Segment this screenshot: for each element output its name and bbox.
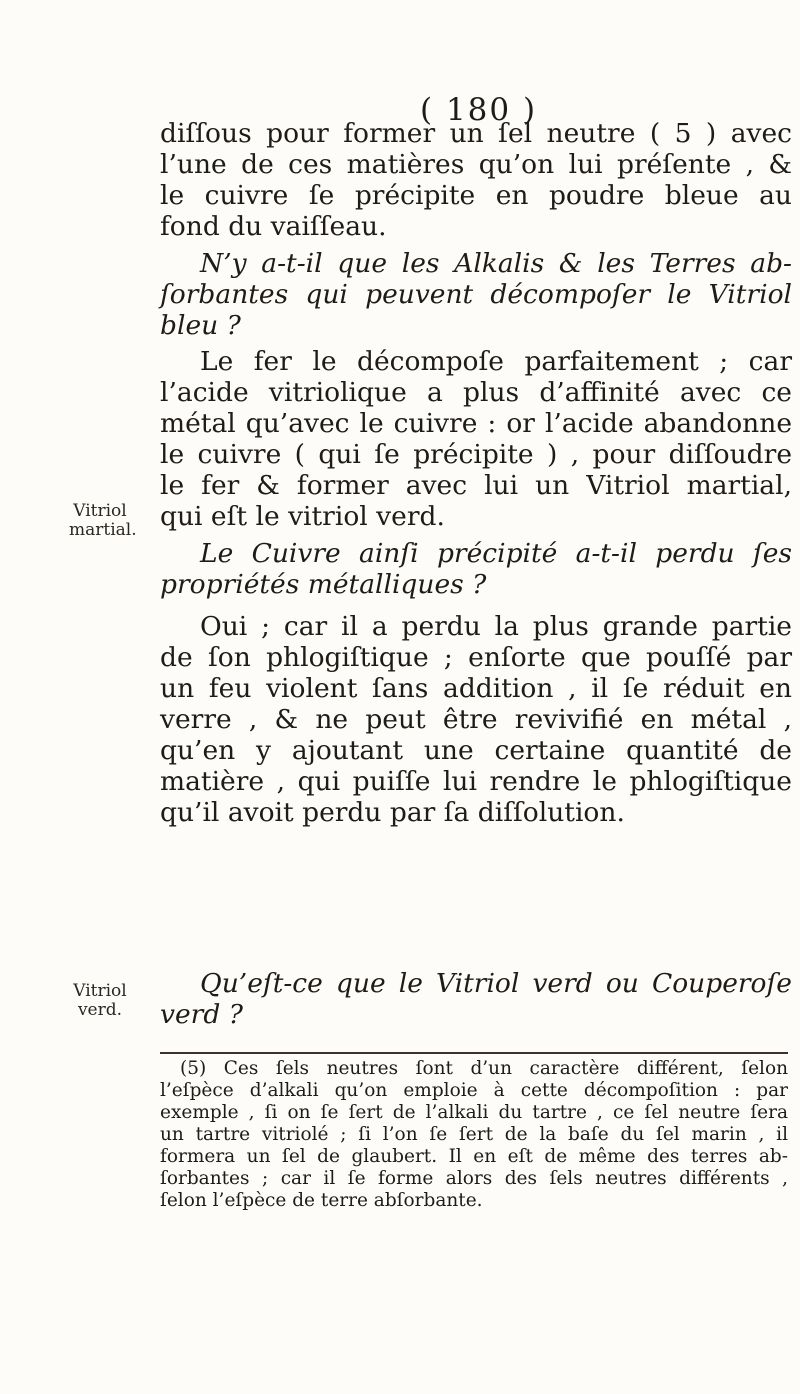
- text-line: qu’il avoit perdu par ſa diſſolution.: [160, 797, 625, 828]
- text-line: qui eſt le vitriol verd.: [160, 501, 445, 532]
- footnote-line: (5) Ces ſels neutres ſont d’un caractère différent, ſelon: [180, 1058, 788, 1079]
- text-line: le cuivre ( qui ſe précipite ) , pour diſſoudre: [160, 439, 792, 470]
- margin-note-line: Vitriol: [73, 981, 127, 1001]
- text-line: diſſous pour former un ſel neutre ( 5 ) avec: [160, 118, 792, 149]
- footnote: [160, 1058, 788, 1212]
- text-line: ſorbantes qui peuvent décompoſer le Vitriol: [160, 279, 792, 310]
- margin-note-line: martial.: [69, 520, 137, 540]
- text-line: Qu’eſt-ce que le Vitriol verd ou Couperoſe: [200, 968, 792, 999]
- paragraph-answer-3: [160, 611, 792, 828]
- paragraph-answer-2: [160, 346, 792, 532]
- text-line: qu’en y ajoutant une certaine quantité de: [160, 735, 792, 766]
- margin-note-vitriol-martial: [69, 501, 137, 540]
- text-line: Oui ; car il a perdu la plus grande partie: [200, 611, 792, 642]
- text-line: le cuivre ſe précipite en poudre bleue au: [160, 180, 792, 211]
- footnote-line: un tartre vitriolé ; ſi l’on ſe ſert de la baſe du ſel marin , il: [160, 1124, 788, 1145]
- text-line: fond du vaiſſeau.: [160, 211, 387, 242]
- text-line: l’acide vitriolique a plus d’affinité avec ce: [160, 377, 792, 408]
- text-line: le fer & former avec lui un Vitriol martial,: [160, 470, 792, 501]
- footnote-line: ſorbantes ; car il ſe forme alors des ſels neutres différents ,: [160, 1168, 788, 1189]
- question-1: [160, 248, 792, 341]
- question-3: [160, 968, 792, 1030]
- text-line: matière , qui puiſſe lui rendre le phlogiſtique: [160, 766, 792, 797]
- text-line: N’y a-t-il que les Alkalis & les Terres ab-: [200, 248, 792, 279]
- text-line: de ſon phlogiſtique ; enſorte que pouſſé par: [160, 642, 792, 673]
- text-line: un feu violent ſans addition , il ſe réduit en: [160, 673, 792, 704]
- footnote-divider: [160, 1052, 788, 1054]
- text-line: Le Cuivre ainſi précipité a-t-il perdu ſes: [200, 538, 792, 569]
- footnote-line: ſelon l’eſpèce de terre abſorbante.: [160, 1190, 483, 1211]
- text-line: verre , & ne peut être revivifié en métal ,: [160, 704, 792, 735]
- footnote-line: exemple , ſi on ſe ſert de l’alkali du tartre , ce ſel neutre ſera: [160, 1102, 788, 1123]
- paragraph-answer-1: [160, 118, 792, 242]
- text-line: propriétés métalliques ?: [160, 569, 487, 600]
- footnote-line: formera un ſel de glaubert. Il en eſt de même des terres ab-: [160, 1146, 788, 1167]
- margin-note-line: Vitriol: [73, 501, 127, 521]
- text-line: l’une de ces matières qu’on lui préſente , &: [160, 149, 792, 180]
- footnote-line: l’eſpèce d’alkali qu’on emploie à cette décompoſition : par: [160, 1080, 788, 1101]
- text-line: bleu ?: [160, 310, 241, 341]
- page-number: ( 180 ): [420, 92, 538, 128]
- margin-note-vitriol-verd: [69, 982, 131, 1020]
- text-line: métal qu’avec le cuivre : or l’acide abandonne: [160, 408, 792, 439]
- text-line: verd ?: [160, 999, 243, 1030]
- text-line: Le fer le décompoſe parfaitement ; car: [200, 346, 792, 377]
- question-2: [160, 538, 792, 600]
- margin-note-line: verd.: [77, 1000, 123, 1020]
